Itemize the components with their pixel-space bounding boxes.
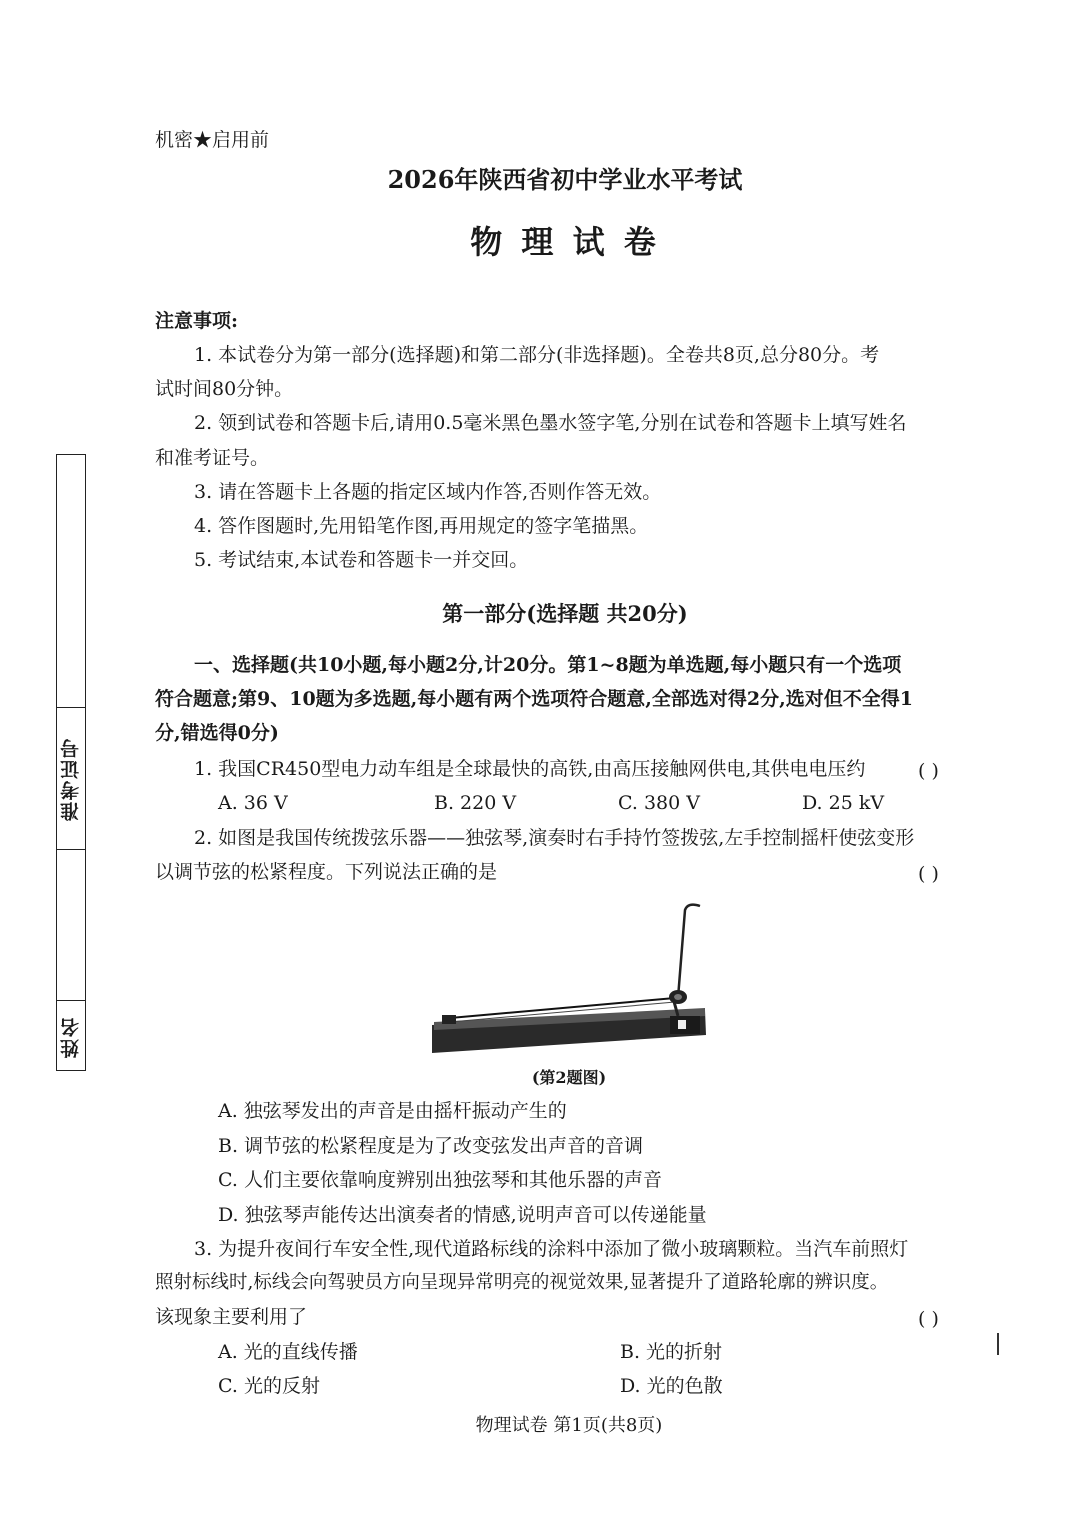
monochord-figure <box>420 900 720 1060</box>
q2-stem-1: 2. 如图是我国传统拨弦乐器——独弦琴,演奏时右手持竹签拨弦,左手控制摇杆使弦变形 <box>194 827 915 849</box>
part1-intro-1: 一、选择题(共10小题,每小题2分,计20分。第1~8题为单选题,每小题只有一个选项 <box>194 654 902 676</box>
q3-option-b: B. 光的折射 <box>620 1341 723 1363</box>
note-item-5: 5. 考试结束,本试卷和答题卡一并交回。 <box>194 549 529 571</box>
name-label: 姓名 <box>60 1016 82 1058</box>
page-footer: 物理试卷 第1页(共8页) <box>475 1415 663 1436</box>
q1-stem: 1. 我国CR450型电力动车组是全球最快的高铁,由高压接触网供电,其供电电压约 <box>194 758 866 780</box>
binding-sidebar <box>56 454 86 1071</box>
q3-option-a: A. 光的直线传播 <box>218 1341 358 1363</box>
note-item-3: 3. 请在答题卡上各题的指定区域内作答,否则作答无效。 <box>194 481 662 503</box>
q3-option-d: D. 光的色散 <box>620 1375 723 1397</box>
paper-title: 物 理 试 卷 <box>470 223 660 261</box>
q2-option-d: D. 独弦琴声能传达出演奏者的情感,说明声音可以传递能量 <box>218 1204 707 1226</box>
q2-option-c: C. 人们主要依靠响度辨别出独弦琴和其他乐器的声音 <box>218 1169 662 1191</box>
rocker-lever <box>669 905 700 1016</box>
sidebar-divider <box>57 707 85 708</box>
q3-option-c: C. 光的反射 <box>218 1375 320 1397</box>
instrument-body <box>432 1008 706 1053</box>
part1-intro-2: 符合题意;第9、10题为多选题,每小题有两个选项符合题意,全部选对得2分,选对但不全得1 <box>155 688 913 710</box>
q2-stem-2: 以调节弦的松紧程度。下列说法正确的是 <box>155 861 498 883</box>
confidential-mark: 机密★启用前 <box>155 129 270 151</box>
note-item-1b: 试时间80分钟。 <box>155 378 294 400</box>
note-item-4: 4. 答作图题时,先用铅笔作图,再用规定的签字笔描黑。 <box>194 515 649 537</box>
q2-figure-caption: (第2题图) <box>531 1068 607 1087</box>
sidebar-divider <box>57 849 85 850</box>
q2-option-a: A. 独弦琴发出的声音是由摇杆振动产生的 <box>218 1100 567 1122</box>
q3-stem-1: 3. 为提升夜间行车安全性,现代道路标线的涂料中添加了微小玻璃颗粒。当汽车前照灯 <box>194 1238 909 1260</box>
q3-answer-paren: ( ) <box>918 1308 939 1330</box>
q1-option-b: B. 220 V <box>434 792 517 814</box>
q3-stem-2: 照射标线时,标线会向驾驶员方向呈现异常明亮的视觉效果,显著提升了道路轮廓的辨识度。 <box>155 1272 889 1293</box>
q2-answer-paren: ( ) <box>918 863 939 885</box>
q2-option-b: B. 调节弦的松紧程度是为了改变弦发出声音的音调 <box>218 1135 644 1157</box>
note-item-1a: 1. 本试卷分为第一部分(选择题)和第二部分(非选择题)。全卷共8页,总分80分。考 <box>194 344 880 366</box>
margin-mark <box>997 1333 999 1355</box>
q1-option-c: C. 380 V <box>618 792 700 814</box>
sidebar-divider <box>57 1000 85 1001</box>
part1-intro-3: 分,错选得0分) <box>155 722 279 744</box>
exam-title: 2026年陕西省初中学业水平考试 <box>387 165 743 194</box>
q3-stem-3: 该现象主要利用了 <box>155 1306 308 1328</box>
q1-answer-paren: ( ) <box>918 760 939 782</box>
note-item-2b: 和准考证号。 <box>155 447 270 469</box>
q1-option-a: A. 36 V <box>218 792 288 814</box>
exam-number-label: 准考证号 <box>60 737 82 822</box>
note-item-2a: 2. 领到试卷和答题卡后,请用0.5毫米黑色墨水签字笔,分别在试卷和答题卡上填写姓名 <box>194 412 907 434</box>
part1-title: 第一部分(选择题 共20分) <box>442 601 688 626</box>
notes-heading: 注意事项: <box>155 310 239 332</box>
q1-option-d: D. 25 kV <box>802 792 885 814</box>
